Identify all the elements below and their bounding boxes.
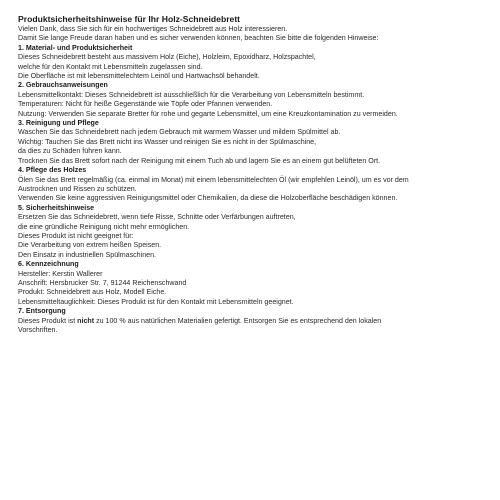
section-line: Produkt: Schneidebrett aus Holz, Modell Eiche. xyxy=(18,288,167,297)
section-line: Austrocknen und Rissen zu schützen. xyxy=(18,184,137,193)
section-line: Ersetzen Sie das Schneidebrett, wenn tiefe Risse, Schnitte oder Verfärbungen auftreten, xyxy=(18,213,296,222)
section-line: Vorschriften. xyxy=(18,326,58,334)
intro-line: Vielen Dank, dass Sie sich für ein hochwertiges Schneidebrett aus Holz interessieren. xyxy=(18,25,288,33)
document xyxy=(18,14,494,335)
section-line: Die Oberfläche ist mit lebensmittelechtem Leinöl und Hartwachsöl behandelt. xyxy=(18,72,260,81)
section-line: die eine gründliche Reinigung nicht mehr ermöglichen. xyxy=(18,222,190,231)
document-title: Produktsicherheitshinweise für Ihr Holz-Schneidebrett xyxy=(18,14,241,24)
section-line: Waschen Sie das Schneidebrett nach jedem Gebrauch mit warmem Wasser und mildem Spülmittel ab. xyxy=(18,128,341,137)
section-heading: 4. Pflege des Holzes xyxy=(18,166,87,175)
section-line: Lebensmittelkontakt: Dieses Schneidebrett ist ausschließlich für die Verarbeitung von Lebensmitteln bestimmt. xyxy=(18,90,365,99)
section-heading: 7. Entsorgung xyxy=(18,307,66,316)
section-heading: 2. Gebrauchsanweisungen xyxy=(18,81,108,90)
section-line: da dies zu Schäden führen kann. xyxy=(18,147,122,156)
section-line: Dieses Schneidebrett besteht aus massivem Holz (Eiche), Holzleim, Epoxidharz, Holzspachtel, xyxy=(18,53,316,62)
rich-text-after: zu 100 % aus natürlichen Materialien gefertigt. Entsorgen Sie es entsprechend den lokalen xyxy=(94,316,382,325)
section-line: welche für den Kontakt mit Lebensmitteln zugelassen sind. xyxy=(18,62,203,71)
intro-line: Damit Sie lange Freude daran haben und es sicher verwenden können, beachten Sie bitte die folgenden Hinweise: xyxy=(18,34,379,43)
section-line-rich xyxy=(18,317,494,326)
rich-text-before: Dieses Produkt ist xyxy=(18,316,78,325)
section-line: Die Verarbeitung von extrem heißen Speisen. xyxy=(18,241,162,250)
section-line: Wichtig: Tauchen Sie das Brett nicht ins Wasser und reinigen Sie es nicht in der Spülmaschine, xyxy=(18,137,317,146)
section-line: Lebensmitteltauglichkeit: Dieses Produkt ist für den Kontakt mit Lebensmitteln geeignet. xyxy=(18,297,294,306)
rich-text-bold: nicht xyxy=(77,316,95,325)
section-line: Den Einsatz in industriellen Spülmaschinen. xyxy=(18,250,157,259)
section-line: Hersteller: Kerstin Wallerer xyxy=(18,269,103,278)
section-heading: 5. Sicherheitshinweise xyxy=(18,203,95,212)
section-line: Trocknen Sie das Brett sofort nach der Reinigung mit einem Tuch ab und lagern Sie es an einem gut belüfteten Ort. xyxy=(18,156,381,165)
section-heading: 3. Reinigung und Pflege xyxy=(18,119,99,128)
section-line: Dieses Produkt ist nicht geeignet für: xyxy=(18,231,134,240)
section-line: Nutzung: Verwenden Sie separate Bretter für rohe und gegarte Lebensmittel, um eine Kreuzkontamination zu vermeiden. xyxy=(18,109,398,118)
section-heading: 1. Material- und Produktsicherheit xyxy=(18,43,133,52)
section-line: Anschrift: Hersbrucker Str. 7, 91244 Reichenschwand xyxy=(18,278,187,287)
section-line: Verwenden Sie keine aggressiven Reinigungsmittel oder Chemikalien, da diese die Holzoberfläche beschädigen können. xyxy=(18,194,398,203)
section-line: Ölen Sie das Brett regelmäßig (ca. einmal im Monat) mit einem lebensmittelechten Öl (wir empfehlen Leinöl), um es vor dem xyxy=(18,175,409,184)
section-line: Temperaturen: Nicht für heiße Gegenstände wie Töpfe oder Pfannen verwenden. xyxy=(18,100,273,109)
section-heading: 6. Kennzeichnung xyxy=(18,260,79,269)
